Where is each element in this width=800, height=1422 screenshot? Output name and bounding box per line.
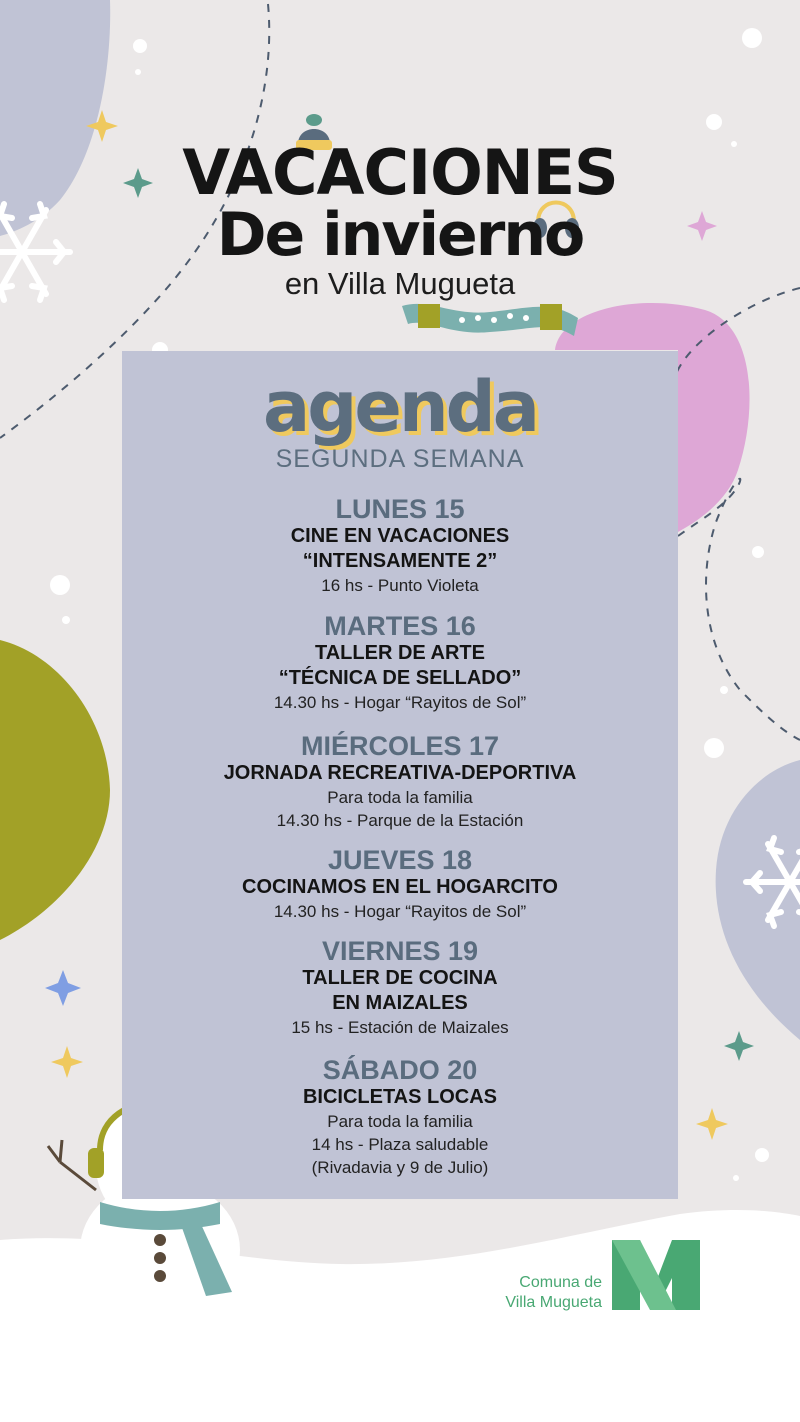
event-detail: 14.30 hs - Hogar “Rayitos de Sol” (273, 902, 527, 921)
star-teal-2-icon (724, 1031, 754, 1061)
event-day: VIERNES 19 (321, 936, 479, 966)
event-detail: Para toda la familia (327, 1112, 473, 1131)
event-day: MIÉRCOLES 17 (300, 731, 500, 761)
event-day: LUNES 15 (335, 494, 465, 524)
event-tuesday (122, 611, 678, 714)
event-monday (122, 494, 678, 597)
agenda-title: agenda (263, 366, 537, 448)
title-line-2: De invierno (216, 200, 584, 270)
event-detail: 15 hs - Estación de Maizales (291, 1018, 509, 1037)
event-title: COCINAMOS EN EL HOGARCITO (242, 876, 558, 898)
event-friday (122, 936, 678, 1039)
logo-line-2: Villa Mugueta (505, 1294, 602, 1311)
event-title: “INTENSAMENTE 2” (302, 550, 498, 572)
event-title: EN MAIZALES (332, 992, 468, 1014)
event-day: JUEVES 18 (327, 845, 473, 875)
olive-blob (0, 640, 110, 940)
star-yellow-3-icon (696, 1108, 728, 1140)
event-detail: 14 hs - Plaza saludable (311, 1135, 489, 1154)
scarf-icon (402, 304, 578, 336)
event-detail: 14.30 hs - Hogar “Rayitos de Sol” (273, 693, 527, 712)
logo-line-1: Comuna de (519, 1274, 602, 1291)
event-title: BICICLETAS LOCAS (302, 1086, 498, 1108)
star-blue-icon (45, 970, 81, 1006)
event-detail: Para toda la familia (327, 788, 473, 807)
star-yellow-2-icon (51, 1046, 83, 1078)
event-detail: (Rivadavia y 9 de Julio) (311, 1158, 489, 1177)
event-title: “TÉCNICA DE SELLADO” (278, 667, 522, 689)
logo-text (470, 1273, 602, 1313)
event-day: MARTES 16 (324, 611, 476, 641)
title-line-1: VACACIONES (182, 136, 618, 209)
event-title: CINE EN VACACIONES (290, 525, 510, 547)
event-detail: 14.30 hs - Parque de la Estación (276, 811, 524, 830)
event-saturday (122, 1055, 678, 1179)
event-wednesday (122, 731, 678, 832)
event-title: TALLER DE ARTE (315, 642, 485, 664)
event-thursday (122, 845, 678, 923)
lavender-blob-right (716, 760, 800, 1040)
event-detail: 16 hs - Punto Violeta (321, 576, 479, 595)
event-title: JORNADA RECREATIVA-DEPORTIVA (223, 762, 577, 784)
event-day: SÁBADO 20 (322, 1055, 478, 1085)
agenda-subtitle: SEGUNDA SEMANA (275, 445, 525, 473)
title-line-3: en Villa Mugueta (284, 266, 516, 301)
event-title: TALLER DE COCINA (302, 967, 498, 989)
